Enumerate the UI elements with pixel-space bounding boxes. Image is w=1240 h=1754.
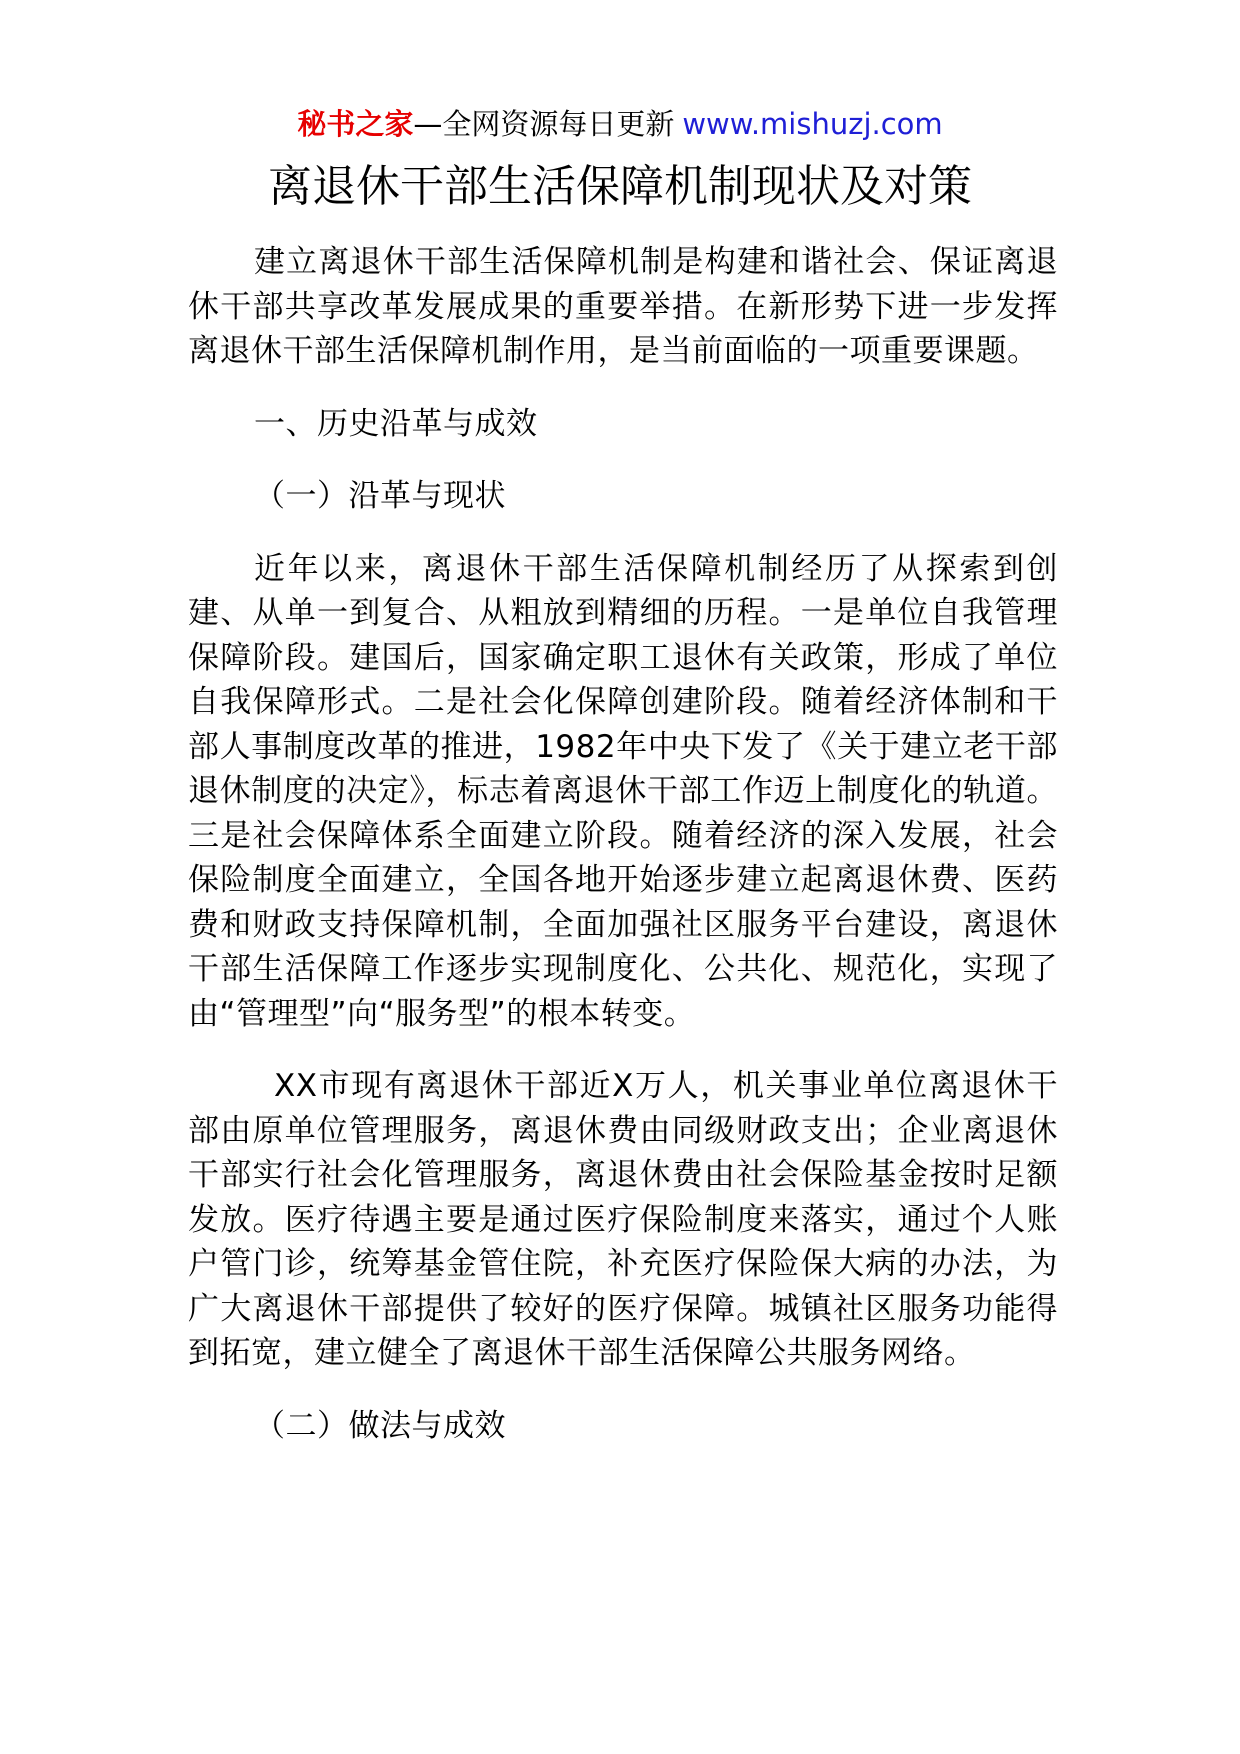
document-title: 离退休干部生活保障机制现状及对策 <box>268 161 972 212</box>
document-body <box>188 240 1058 1476</box>
watermark-header <box>0 104 1240 144</box>
subsection-heading-2: （二）做法与成效 <box>254 1407 506 1444</box>
history-paragraph: 近年以来，离退休干部生活保障机制经历了从探索到创建、从单一到复合、从粗放到精细的历程。一是单位自我管理保障阶段。建国后，国家确定职工退休有关政策，形成了单位自我保障形式。二是社会化保障创建阶段。随着经济体制和干部人事制度改革的推进，1982年中央下发了《关于建立老干部退休制度的决定》，标志着离退休干部工作迈上制度化的轨道。三是社会保障体系全面建立阶段。随着经济的深入发展，社会保险制度全面建立，全国各地开始逐步建立起离退休费、医药费和财政支持保障机制，全面加强社区服务平台建设，离退休干部生活保障工作逐步实现制度化、公共化、规范化，实现了由“管理型”向“服务型”的根本转变。 <box>188 550 1058 1032</box>
status-paragraph: XX市现有离退休干部近X万人，机关事业单位离退休干部由原单位管理服务，离退休费由同级财政支出；企业离退休干部实行社会化管理服务，离退休费由社会保险基金按时足额发放。医疗待遇主要是通过医疗保险制度来落实，通过个人账户管门诊，统筹基金管住院，补充医疗保险保大病的办法，为广大离退休干部提供了较好的医疗保障。城镇社区服务功能得到拓宽，建立健全了离退休干部生活保障公共服务网络。 <box>188 1068 1058 1371</box>
brand-name: 秘书之家 <box>297 107 414 141</box>
intro-paragraph: 建立离退休干部生活保障机制是构建和谐社会、保证离退休干部共享改革发展成果的重要举措。在新形势下进一步发挥离退休干部生活保障机制作用，是当前面临的一项重要课题。 <box>188 244 1058 369</box>
header-slogan: —全网资源每日更新 <box>413 107 675 141</box>
subsection-heading-1: （一）沿革与现状 <box>254 478 506 514</box>
section-heading-1: 一、历史沿革与成效 <box>254 405 538 442</box>
site-url-link[interactable]: www.mishuzj.com <box>682 107 943 141</box>
